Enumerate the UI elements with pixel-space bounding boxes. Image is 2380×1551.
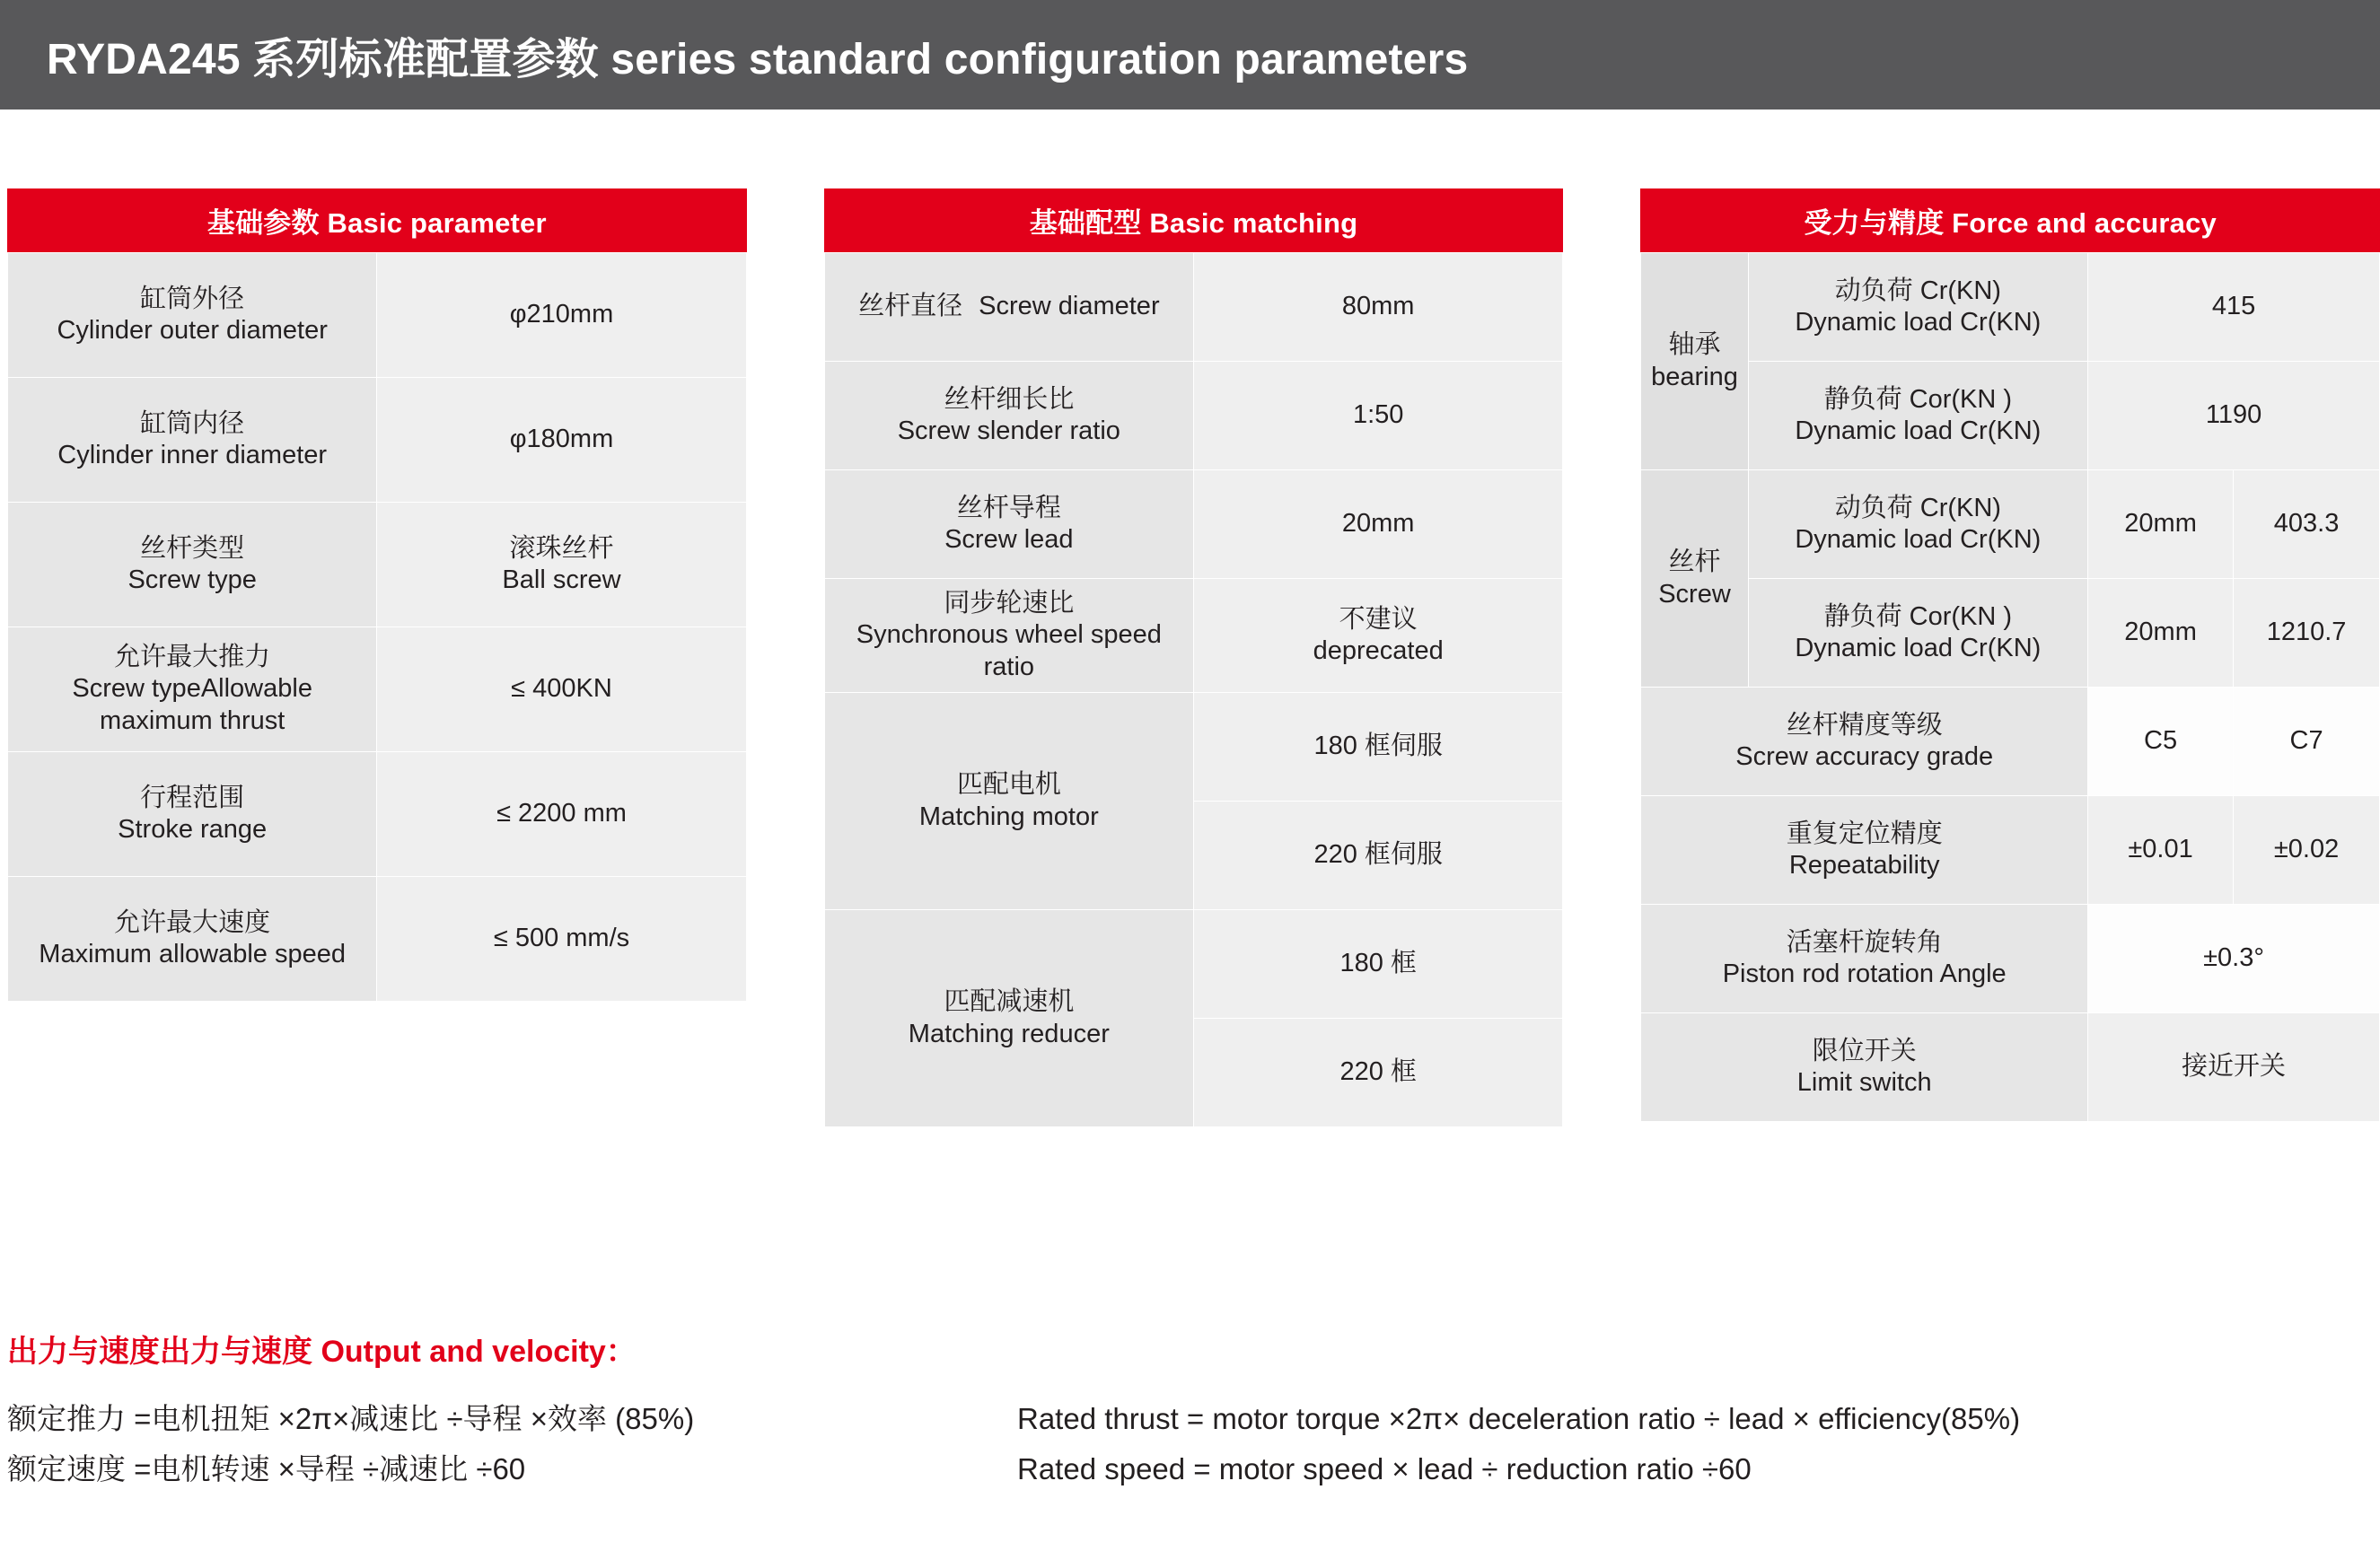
row-label — [1641, 796, 2088, 905]
note-line: Rated thrust = motor torque ×2π× deceleration ratio ÷ lead × efficiency(85%) — [1017, 1402, 2021, 1435]
row-label-cn: 丝杆直径 — [858, 292, 963, 321]
row-value: 220 框 — [1194, 1019, 1563, 1127]
row-label-cn: 同步轮速比 — [944, 589, 1075, 618]
row-label-cn: 匹配减速机 — [944, 987, 1075, 1017]
row-label-cn: 丝杆细长比 — [944, 384, 1075, 414]
row-value: ±0.01 — [2088, 796, 2234, 905]
row-group-label — [1641, 470, 1748, 688]
row-label — [824, 693, 1193, 910]
table-row — [1641, 688, 2380, 796]
row-value: ±0.02 — [2234, 796, 2380, 905]
row-value-cn: 滚珠丝杆 — [509, 533, 614, 563]
row-label-cn: 动负荷 Cr(KN) — [1834, 493, 2001, 522]
row-value: 接近开关 — [2088, 1013, 2380, 1122]
row-value: 1210.7 — [2234, 579, 2380, 688]
row-value: C7 — [2234, 688, 2380, 796]
row-label-en: Screw diameter — [979, 292, 1160, 321]
row-label — [1641, 688, 2088, 796]
row-value-text: φ180mm — [509, 425, 614, 454]
row-label-cn: 允许最大推力 — [114, 642, 271, 671]
table-row — [8, 752, 747, 877]
table-force-accuracy — [1640, 252, 2380, 1122]
row-label-en: Dynamic load Cr(KN) — [1795, 634, 2042, 662]
table-row — [1641, 470, 2380, 579]
row-label — [8, 627, 377, 752]
row-label-en: Cylinder inner diameter — [57, 441, 328, 469]
row-label-cn: 重复定位精度 — [1786, 819, 1943, 848]
row-label-cn: 允许最大速度 — [114, 907, 271, 937]
row-label — [8, 752, 377, 877]
note-line: Rated speed = motor speed × lead ÷ reduction ratio ÷60 — [1017, 1452, 1752, 1486]
row-label — [824, 470, 1193, 579]
row-value: 220 框伺服 — [1194, 802, 1563, 910]
notes-title: 出力与速度出力与速度 Output and velocity： — [7, 1335, 637, 1369]
row-value — [1194, 579, 1563, 693]
row-label — [8, 378, 377, 503]
table-basic-parameter — [7, 252, 747, 1002]
row-label-cn: 限位开关 — [1812, 1036, 1917, 1065]
row-value: 80mm — [1194, 253, 1563, 362]
row-label — [1748, 470, 2087, 579]
row-label-en: Piston rod rotation Angle — [1722, 960, 2007, 988]
row-value: C5 — [2088, 688, 2234, 796]
row-label-en: Screw accuracy grade — [1735, 742, 1994, 771]
row-label — [824, 362, 1193, 470]
row-value — [377, 877, 746, 1002]
row-label-en: Screw typeAllowable maximum thrust — [72, 674, 312, 735]
table-row — [1641, 796, 2380, 905]
table-row — [824, 362, 1563, 470]
table-row — [1641, 905, 2380, 1013]
row-label-en: Stroke range — [118, 815, 268, 844]
row-label-cn: 缸筒内径 — [140, 408, 245, 438]
table-row — [824, 579, 1563, 693]
table-row — [8, 253, 747, 378]
column-header-basic-matching: 基础配型 Basic matching — [824, 188, 1564, 252]
table-row — [1641, 579, 2380, 688]
row-label-cn: 缸筒外径 — [140, 284, 245, 313]
row-label — [1641, 1013, 2088, 1122]
row-value: 1:50 — [1194, 362, 1563, 470]
table-row — [824, 910, 1563, 1019]
group-label-cn: 丝杆 — [1668, 548, 1721, 577]
row-value: ±0.3° — [2088, 905, 2380, 1013]
row-label-en: Matching reducer — [908, 1019, 1110, 1048]
group-label-cn: 轴承 — [1668, 330, 1721, 360]
row-label — [1748, 253, 2087, 362]
row-label-en: Matching motor — [918, 802, 1099, 831]
column-basic-parameter — [7, 188, 747, 1002]
row-label-cn: 活塞杆旋转角 — [1786, 927, 1943, 957]
table-row — [1641, 253, 2380, 362]
group-label-en: Screw — [1658, 579, 1731, 609]
notes-column-cn — [7, 1394, 1017, 1494]
row-value: 20mm — [1194, 470, 1563, 579]
row-value: 1190 — [2088, 362, 2380, 470]
row-label-cn: 行程范围 — [140, 783, 245, 812]
row-value — [377, 503, 746, 627]
row-value — [377, 253, 746, 378]
row-label — [824, 579, 1193, 693]
output-velocity-notes — [7, 1327, 2373, 1494]
row-value-text: ≤ 2200 mm — [496, 799, 627, 828]
row-label-cn: 静负荷 Cor(KN ) — [1823, 601, 2013, 631]
row-value — [377, 627, 746, 752]
row-value — [377, 752, 746, 877]
parameter-columns — [0, 188, 2380, 1127]
column-header-force-accuracy: 受力与精度 Force and accuracy — [1640, 188, 2380, 252]
row-value-text: ≤ 500 mm/s — [493, 924, 630, 953]
row-label-en: Dynamic load Cr(KN) — [1795, 416, 2042, 445]
row-label-cn: 丝杆导程 — [956, 493, 1061, 522]
row-value-en: Ball screw — [502, 565, 621, 594]
page-title: RYDA245 系列标准配置参数 series standard configuration parameters — [47, 35, 1469, 83]
row-value: 20mm — [2088, 470, 2234, 579]
table-row — [1641, 362, 2380, 470]
table-row — [8, 503, 747, 627]
row-label-en: Repeatability — [1788, 851, 1940, 880]
row-label-en: Dynamic load Cr(KN) — [1795, 525, 2042, 554]
row-label-cn: 匹配电机 — [956, 770, 1061, 800]
row-label-en: Limit switch — [1796, 1068, 1932, 1097]
table-row — [1641, 1013, 2380, 1122]
group-label-en: bearing — [1651, 362, 1738, 391]
row-label — [1641, 905, 2088, 1013]
row-group-label — [1641, 253, 1748, 470]
row-label-en: Dynamic load Cr(KN) — [1795, 308, 2042, 337]
row-label — [8, 253, 377, 378]
table-row — [8, 627, 747, 752]
row-value: 180 框 — [1194, 910, 1563, 1019]
row-label-cn: 动负荷 Cr(KN) — [1834, 276, 2001, 305]
notes-column-en — [1017, 1394, 2364, 1494]
row-value-text: ≤ 400KN — [511, 674, 612, 704]
row-label — [1748, 579, 2087, 688]
notes-grid — [7, 1394, 2373, 1494]
table-row — [824, 470, 1563, 579]
row-label-en: Screw slender ratio — [897, 416, 1120, 445]
column-header-basic-parameter: 基础参数 Basic parameter — [7, 188, 747, 252]
row-label-cn: 丝杆精度等级 — [1786, 710, 1943, 740]
row-label — [8, 877, 377, 1002]
table-row — [8, 378, 747, 503]
row-label-cn: 丝杆类型 — [140, 533, 245, 563]
row-label-cn: 静负荷 Cor(KN ) — [1823, 384, 2013, 414]
table-row — [824, 693, 1563, 802]
table-row — [824, 253, 1563, 362]
note-line: 额定速度 =电机转速 ×导程 ÷减速比 ÷60 — [7, 1452, 526, 1486]
column-basic-matching — [824, 188, 1564, 1127]
page-header — [0, 0, 2380, 110]
note-line: 额定推力 =电机扭矩 ×2π×减速比 ÷导程 ×效率 (85%) — [7, 1402, 695, 1435]
row-label-en: Synchronous wheel speed ratio — [856, 620, 1162, 681]
row-value — [377, 378, 746, 503]
row-label — [824, 910, 1193, 1127]
row-label — [8, 503, 377, 627]
table-basic-matching — [824, 252, 1564, 1127]
row-value-text: φ210mm — [509, 300, 614, 329]
row-label — [1748, 362, 2087, 470]
row-value: 180 框伺服 — [1194, 693, 1563, 802]
row-label-en: Maximum allowable speed — [39, 940, 347, 968]
row-value: 415 — [2088, 253, 2380, 362]
row-label-en: Screw type — [127, 565, 257, 594]
column-force-accuracy — [1640, 188, 2380, 1122]
row-value: 20mm — [2088, 579, 2234, 688]
row-label-en: Cylinder outer diameter — [57, 316, 328, 345]
row-value: 403.3 — [2234, 470, 2380, 579]
row-label — [824, 253, 1193, 362]
row-value-en: deprecated — [1313, 636, 1444, 666]
row-value-cn: 不建议 — [1339, 604, 1418, 634]
table-row — [8, 877, 747, 1002]
row-label-en: Screw lead — [944, 525, 1074, 554]
